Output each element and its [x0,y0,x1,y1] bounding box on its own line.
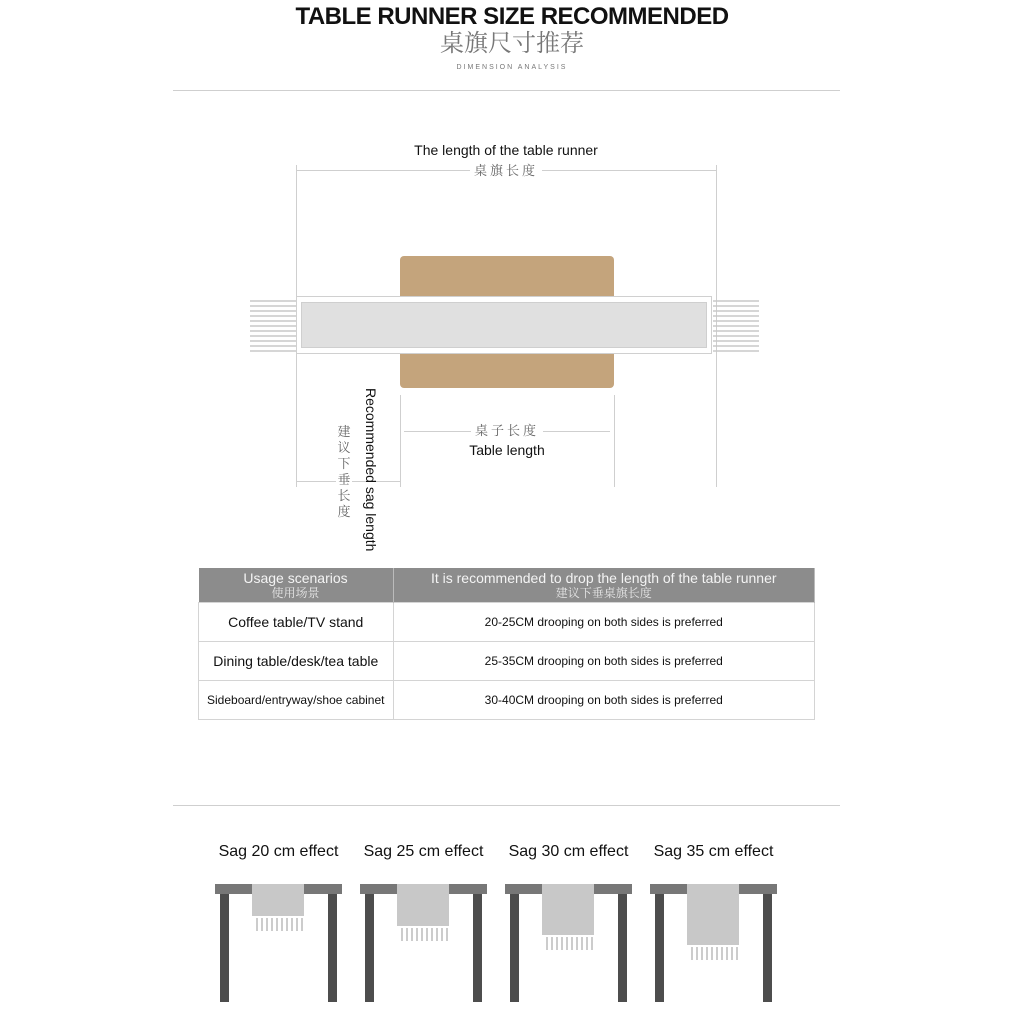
dimension-line [614,395,615,487]
runner [542,884,594,935]
runner-length-cn: 桌旗长度 [470,163,542,178]
runner [252,884,304,916]
sag-length-cn: 建议下垂长度 [337,424,351,519]
page-subtitle: DIMENSION ANALYSIS [456,64,568,71]
table-leg [220,894,229,1002]
table-leg [655,894,664,1002]
header-recommended-cell [393,568,815,603]
table-leg [473,894,482,1002]
usage-cell: Coffee table/TV stand [199,603,394,642]
header-usage-cell [199,568,394,603]
sag-effect-label: Sag 35 cm effect [653,843,774,860]
table-leg [328,894,337,1002]
page-title-cn: 桌旗尺寸推荐 [440,30,584,57]
usage-cell: Sideboard/entryway/shoe cabinet [199,681,394,720]
table-length-label: Table length [469,442,545,458]
table-length-cn: 桌子长度 [471,423,543,438]
divider [173,805,840,806]
runner-length-cn-wrap [296,163,716,178]
table-leg [510,894,519,1002]
table-sag-illustration [215,884,342,1004]
table-sag-illustration [505,884,632,1004]
table-row [199,642,815,681]
table-row [199,603,815,642]
table-leg [763,894,772,1002]
dimension-line [400,395,401,487]
divider [173,90,840,91]
page-title: TABLE RUNNER SIZE RECOMMENDED [295,3,729,30]
runner [397,884,449,926]
header-usage-cn: 使用场景 [271,586,320,600]
table-leg [365,894,374,1002]
usage-cell: Dining table/desk/tea table [199,642,394,681]
header-recommended: It is recommended to drop the length of the table runner [430,570,777,586]
table-sag-illustration [360,884,487,1004]
table-runner-shape [296,296,712,354]
runner [687,884,739,945]
table-leg [618,894,627,1002]
header-recommended-cn: 建议下垂桌旗长度 [555,586,652,600]
table-length-cn-wrap [400,423,614,438]
table-row [199,681,815,720]
sag-effect-label: Sag 25 cm effect [363,843,484,860]
table-header-row [199,568,815,603]
runner-length-label: The length of the table runner [414,142,598,158]
right-fringe-icon [711,296,761,354]
left-fringe-icon [248,296,298,354]
sag-effect-label: Sag 30 cm effect [508,843,629,860]
sag-length-label: Recommended sag length [363,388,379,552]
runner-fill [301,302,707,348]
value-cell: 25-35CM drooping on both sides is preferred [393,642,815,681]
sag-effect-label: Sag 20 cm effect [218,843,339,860]
value-cell: 30-40CM drooping on both sides is preferred [393,681,815,720]
table-sag-illustration [650,884,777,1004]
recommendation-table [198,568,815,720]
value-cell: 20-25CM drooping on both sides is preferred [393,603,815,642]
header-usage: Usage scenarios [243,570,348,586]
